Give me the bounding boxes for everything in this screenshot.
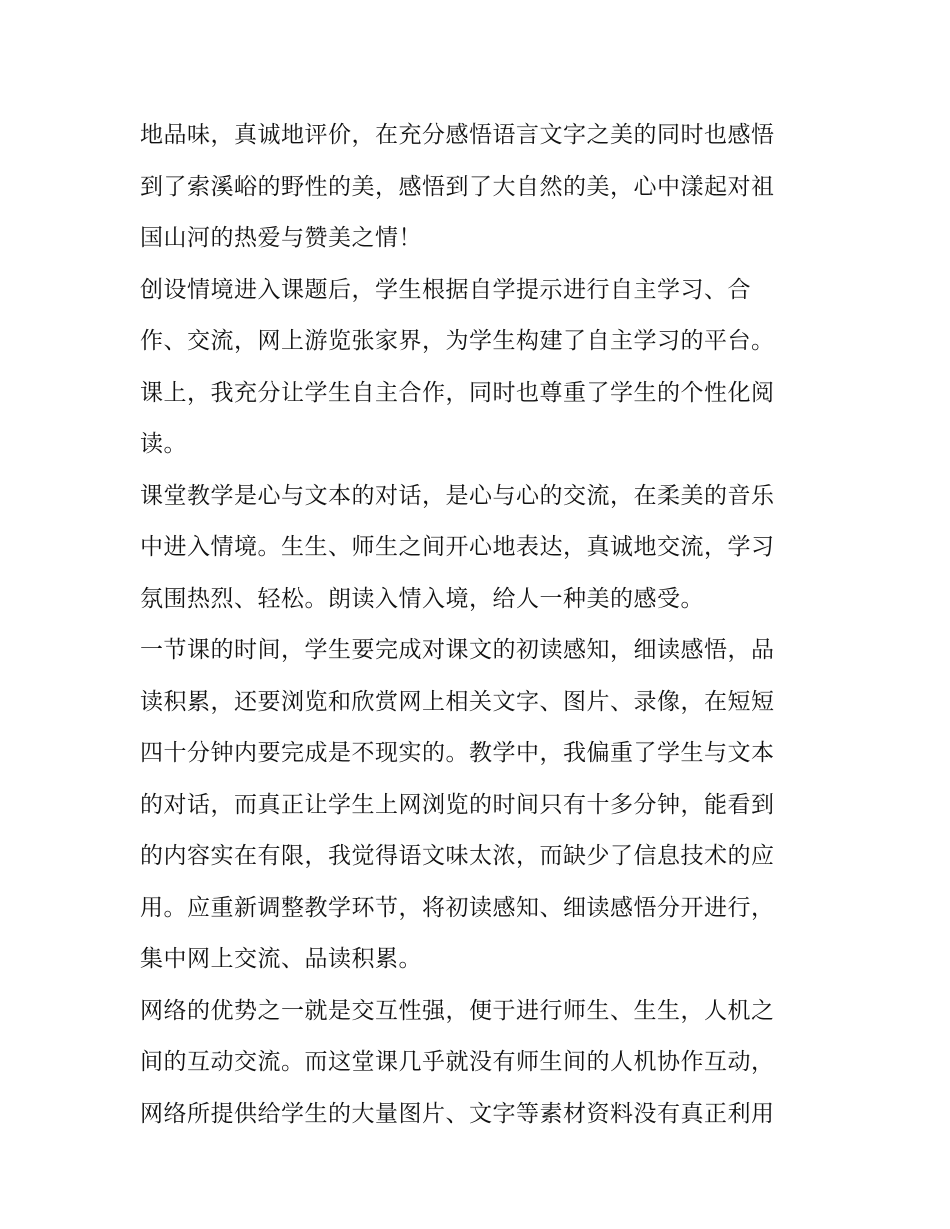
text-line: 课堂教学是心与文本的对话，是心与心的交流，在柔美的音乐 xyxy=(140,482,775,509)
text-line: 一节课的时间，学生要完成对课文的初读感知，细读感悟，品 xyxy=(140,637,775,663)
text-line: 读。 xyxy=(140,431,187,457)
text-line: 的内容实在有限，我觉得语文味太浓，而缺少了信息技术的应 xyxy=(140,843,775,869)
text-line: 国山河的热爱与赞美之情！ xyxy=(140,225,422,251)
document-body-text xyxy=(140,110,815,1140)
text-line: 网络所提供给学生的大量图片、文字等素材资料没有真正利用 xyxy=(140,1100,775,1127)
text-line: 课上，我充分让学生自主合作，同时也尊重了学生的个性化阅 xyxy=(140,379,775,406)
text-line: 创设情境进入课题后，学生根据自学提示进行自主学习、合 xyxy=(140,276,751,303)
text-line: 集中网上交流、品读积累。 xyxy=(140,946,422,972)
text-line: 作、交流，网上游览张家界，为学生构建了自主学习的平台。 xyxy=(140,328,775,354)
text-line: 网络的优势之一就是交互性强，便于进行师生、生生，人机之 xyxy=(140,997,775,1024)
text-line: 四十分钟内要完成是不现实的。教学中，我偏重了学生与文本 xyxy=(140,740,775,766)
text-line: 用。应重新调整教学环节，将初读感知、细读感悟分开进行， xyxy=(140,894,775,921)
text-line: 间的互动交流。而这堂课几乎就没有师生间的人机协作互动， xyxy=(140,1049,775,1075)
text-line: 读积累，还要浏览和欣赏网上相关文字、图片、录像，在短短 xyxy=(140,688,775,715)
text-line: 氛围热烈、轻松。朗读入情入境，给人一种美的感受。 xyxy=(140,585,704,612)
text-line: 地品味，真诚地评价，在充分感悟语言文字之美的同时也感悟 xyxy=(140,122,775,148)
text-line: 的对话，而真正让学生上网浏览的时间只有十多分钟，能看到 xyxy=(140,791,775,818)
text-line: 中进入情境。生生、师生之间开心地表达，真诚地交流，学习 xyxy=(140,534,775,560)
text-line: 到了索溪峪的野性的美，感悟到了大自然的美，心中漾起对祖 xyxy=(140,173,775,200)
